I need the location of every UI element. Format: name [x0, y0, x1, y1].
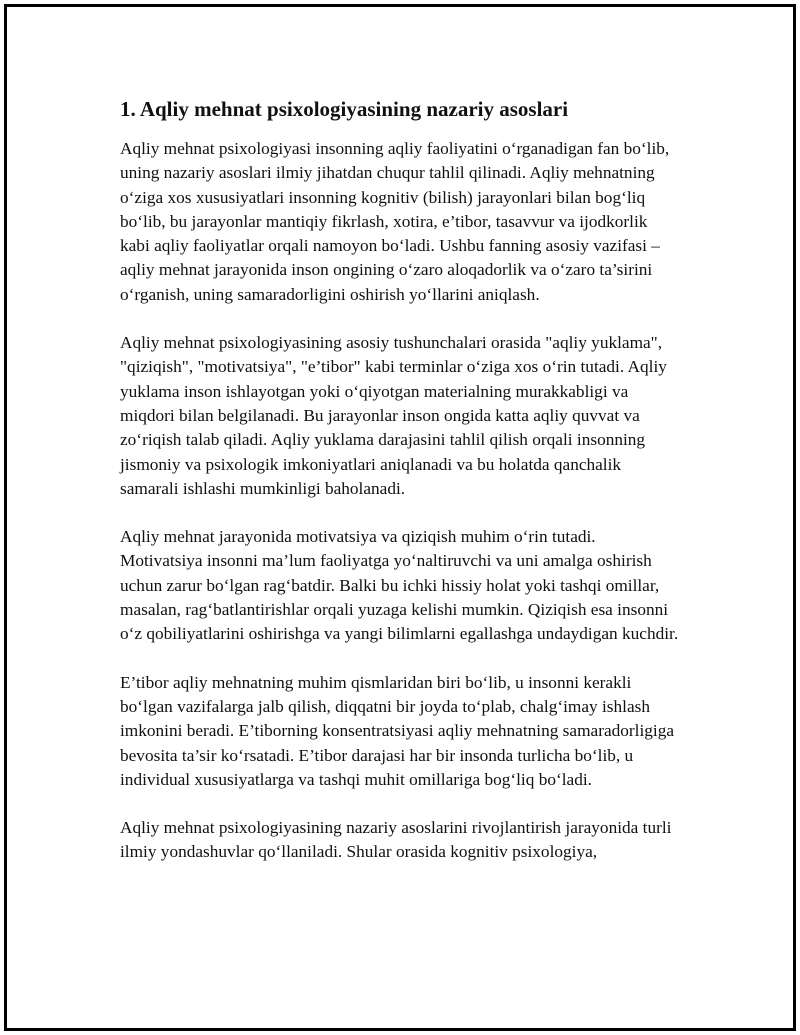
paragraph: Aqliy mehnat jarayonida motivatsiya va qiziqish muhim o‘rin tutadi. Motivatsiya insonni ma’lum faoliyatga yo‘naltiruvchi va uni amalga oshirish uchun zarur bo‘lgan rag‘batdir. Balki bu ichki hissiy holat yoki tashqi omillar, masalan, rag‘batlantirishlar orqali yuzaga kelishi mumkin. Qiziqish esa insonni o‘z qobiliyatlarini oshirishga va yangi bilimlarni egallashga undaydigan kuchdir.: [120, 527, 679, 644]
section-heading: 1. Aqliy mehnat psixologiyasining nazariy asoslari: [120, 97, 569, 121]
paragraph: Aqliy mehnat psixologiyasining nazariy asoslarini rivojlantirish jarayonida turli ilmiy yondashuvlar qo‘llaniladi. Shular orasida kognitiv psixologiya,: [120, 818, 672, 862]
document-body: [120, 95, 680, 889]
paragraph: Aqliy mehnat psixologiyasi insonning aqliy faoliyatini o‘rganadigan fan bo‘lib, uning nazariy asoslari ilmiy jihatdan chuqur tahlil qilinadi. Aqliy mehnatning o‘ziga xos xususiyatlari insonning kognitiv (bilish) jarayonlari bilan bog‘liq bo‘lib, bu jarayonlar mantiqiy fikrlash, xotira, e’tibor, tasavvur va ijodkorlik kabi aqliy faoliyatlar orqali namoyon bo‘ladi. Ushbu fanning asosiy vazifasi – aqliy mehnat jarayonida inson ongining o‘zaro aloqadorlik va o‘zaro ta’sirini o‘rganish, uning samaradorligini oshirish yo‘llarini aniqlash.: [120, 139, 670, 304]
paragraph: E’tibor aqliy mehnatning muhim qismlaridan biri bo‘lib, u insonni kerakli bo‘lgan vazifalarga jalb qilish, diqqatni bir joyda to‘plab, chalg‘imay ishlash imkonini beradi. E’tiborning konsentratsiyasi aqliy mehnatning samaradorligiga bevosita ta’sir ko‘rsatadi. E’tibor darajasi har bir insonda turlicha bo‘lib, u individual xususiyatlarga va tashqi muhit omillariga bog‘liq bo‘ladi.: [120, 672, 675, 789]
paragraph: Aqliy mehnat psixologiyasining asosiy tushunchalari orasida "aqliy yuklama", "qiziqish", "motivatsiya", "e’tibor" kabi terminlar o‘ziga xos o‘rin tutadi. Aqliy yuklama inson ishlayotgan yoki o‘qiyotgan materialning murakkabligi va miqdori bilan belgilanadi. Bu jarayonlar inson ongida katta aqliy quvvat va zo‘riqish talab qiladi. Aqliy yuklama darajasini tahlil qilish orqali insonning jismoniy va psixologik imkoniyatlari aniqlanadi va bu holatda qanchalik samarali ishlashi mumkinligi baholanadi.: [120, 333, 667, 498]
page-frame: [4, 4, 796, 1031]
